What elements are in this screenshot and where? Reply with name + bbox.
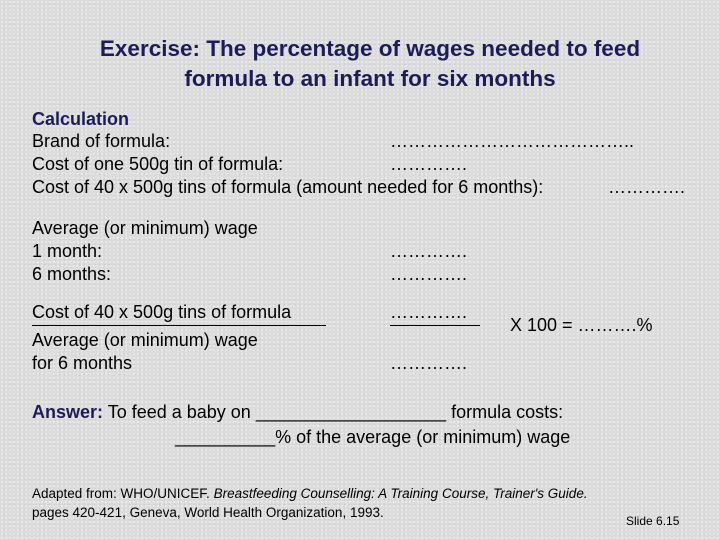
tins40-cost-label: Cost of 40 x 500g tins of formula (amount needed for 6 months):	[32, 177, 544, 197]
month1-label: 1 month:	[32, 241, 103, 261]
wage-heading: Average (or minimum) wage	[32, 218, 258, 238]
fraction-denominator-blank: ………….	[390, 353, 468, 373]
month6-label: 6 months:	[32, 264, 112, 284]
source-title: Breastfeeding Counselling: A Training Course, Trainer's Guide.	[213, 486, 588, 501]
source-citation-line-1	[32, 484, 588, 503]
answer-line-2	[175, 426, 570, 448]
tin-cost-blank: ………….	[390, 154, 468, 174]
title-line-1: Exercise: The percentage of wages needed to feed	[99, 36, 641, 61]
month1-blank: ………….	[390, 241, 468, 261]
answer-percent-blank: __________	[175, 427, 276, 447]
source-citation-line-2: pages 420-421, Geneva, World Health Organization, 1993.	[32, 505, 384, 520]
fraction-denominator-line-2: for 6 months	[32, 353, 133, 373]
answer-text-after: formula costs:	[451, 402, 564, 422]
tin-cost-label: Cost of one 500g tin of formula:	[32, 154, 284, 174]
brand-blank: …………………………………..	[390, 131, 635, 151]
tins40-cost-blank: ………….	[608, 177, 686, 197]
slide-number: Slide 6.15	[626, 514, 680, 528]
fraction-denominator-line-1: Average (or minimum) wage	[32, 330, 258, 350]
fraction-bar	[32, 325, 326, 326]
answer-text-before: To feed a baby on	[107, 402, 251, 422]
fraction-numerator: Cost of 40 x 500g tins of formula	[32, 302, 292, 322]
slide-title	[40, 34, 700, 94]
brand-label: Brand of formula:	[32, 131, 171, 151]
source-prefix: Adapted from: WHO/UNICEF.	[32, 486, 210, 501]
fraction-bar-values	[390, 325, 480, 326]
answer-formula-blank: ___________________	[255, 402, 447, 422]
month6-blank: ………….	[390, 264, 468, 284]
fraction-numerator-blank: ………….	[390, 302, 468, 322]
calculation-heading: Calculation	[32, 109, 130, 129]
title-line-2: formula to an infant for six months	[184, 66, 556, 91]
percentage-result: X 100 = ……….%	[510, 315, 653, 335]
answer-label: Answer:	[32, 402, 104, 422]
answer-line-1	[32, 401, 563, 423]
answer-line-2-text: % of the average (or minimum) wage	[275, 427, 571, 447]
